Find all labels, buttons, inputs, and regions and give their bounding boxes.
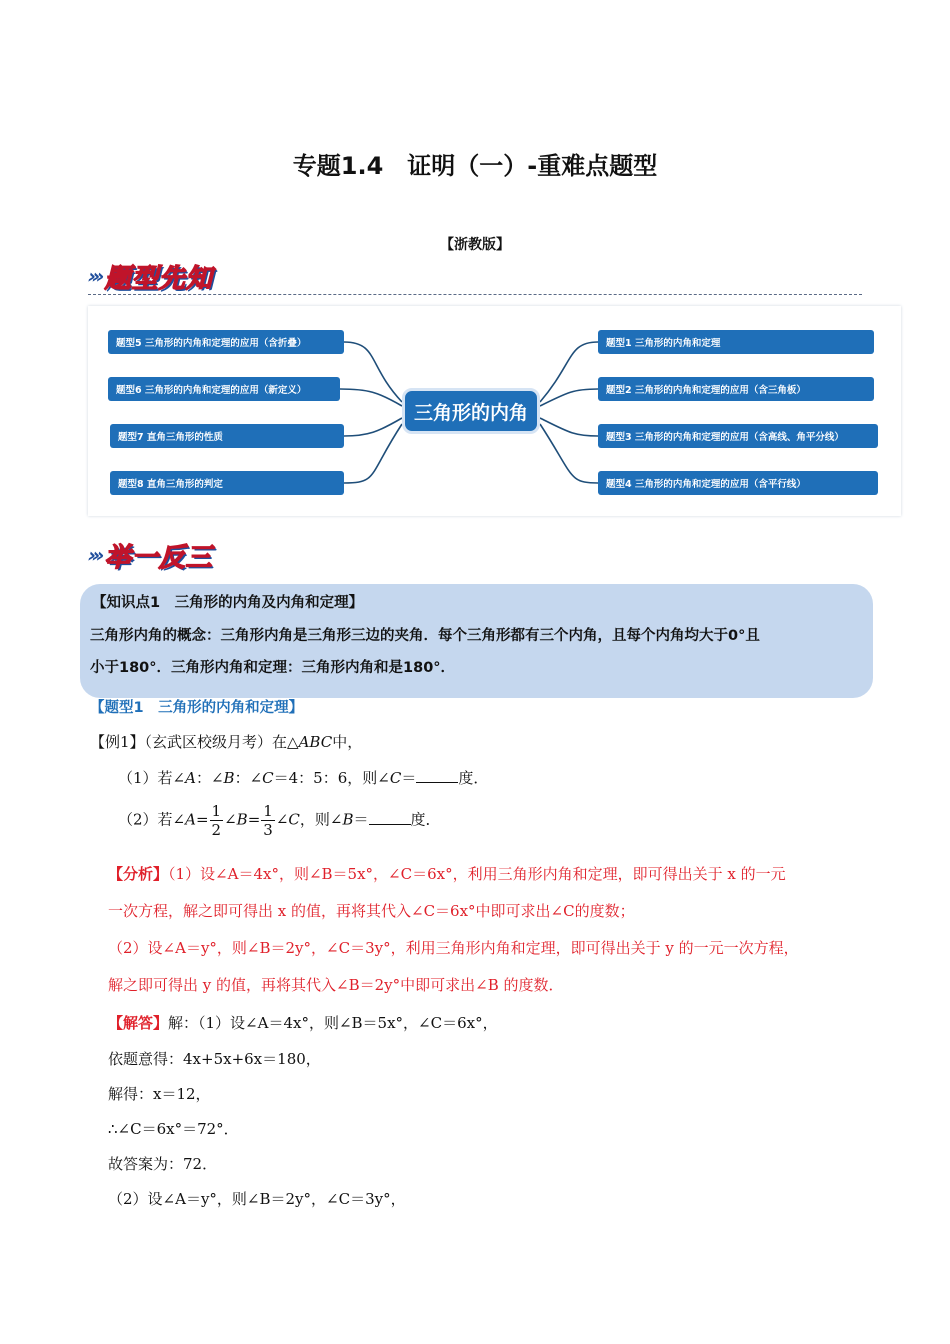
edition-label: 【浙教版】 bbox=[440, 237, 510, 253]
text: ∠ bbox=[275, 810, 289, 829]
divider bbox=[88, 294, 862, 295]
var: C bbox=[262, 769, 274, 787]
text: ＝ bbox=[353, 810, 369, 829]
mindmap-node-1: 题型1 三角形的内角和定理 bbox=[598, 330, 874, 354]
analysis-line: （2）设∠A＝y°，则∠B＝2y°，∠C＝3y°，利用三角形内角和定理，即可得出关于 y 的一元一次方程， bbox=[108, 939, 799, 957]
answer-blank bbox=[369, 823, 411, 825]
text: 度． bbox=[458, 769, 489, 787]
analysis-text: （1）设∠A＝4x°，则∠B＝5x°，∠C＝6x°，利用三角形内角和定理，即可得出关于 x 的一元 bbox=[168, 865, 786, 883]
example-label: 【例1】 bbox=[90, 733, 145, 751]
banner-topic-preview bbox=[84, 256, 213, 296]
text: （2）若∠ bbox=[118, 810, 186, 829]
fraction bbox=[210, 802, 224, 839]
var: A bbox=[185, 769, 196, 787]
banner-examples bbox=[84, 535, 213, 575]
text: = bbox=[247, 810, 261, 829]
arrows-icon: ››› bbox=[84, 264, 104, 288]
var: B bbox=[342, 810, 354, 829]
banner-title: 举一反三 bbox=[104, 542, 213, 573]
text: ：∠ bbox=[195, 769, 224, 787]
var: B bbox=[236, 810, 248, 829]
example-intro bbox=[90, 731, 362, 752]
mindmap-node-7: 题型7 直角三角形的性质 bbox=[110, 424, 344, 448]
knowledge-line: 小于180°．三角形内角和定理：三角形内角和是180°． bbox=[90, 660, 456, 676]
branch-line bbox=[344, 418, 402, 436]
fraction bbox=[261, 802, 275, 839]
analysis-line: 解之即可得出 y 的值，再将其代入∠B＝2y°中即可求出∠B 的度数． bbox=[108, 976, 564, 994]
mindmap-node-5: 题型5 三角形的内角和定理的应用（含折叠） bbox=[108, 330, 344, 354]
numerator: 1 bbox=[263, 802, 273, 820]
answer-tag: 【解答】 bbox=[108, 1014, 169, 1032]
text: ：∠ bbox=[234, 769, 263, 787]
question-2 bbox=[118, 802, 441, 839]
branch-line bbox=[540, 418, 598, 436]
knowledge-heading: 【知识点1 三角形的内角及内角和定理】 bbox=[92, 595, 364, 611]
text: ＝4：5：6，则∠ bbox=[273, 769, 390, 787]
mindmap bbox=[88, 306, 901, 516]
triangle-name: ABC bbox=[298, 733, 333, 751]
denominator: 2 bbox=[211, 821, 222, 839]
text: ∠ bbox=[224, 810, 237, 829]
text: = bbox=[195, 810, 209, 829]
arrows-icon: ››› bbox=[84, 543, 104, 567]
answer-line: 故答案为：72． bbox=[108, 1155, 218, 1173]
mindmap-node-2: 题型2 三角形的内角和定理的应用（含三角板） bbox=[598, 377, 874, 401]
var: B bbox=[223, 769, 235, 787]
answer-blank bbox=[416, 781, 458, 783]
analysis-line bbox=[108, 863, 786, 884]
analysis-line: 一次方程，解之即可得出 x 的值，再将其代入∠C＝6x°中即可求出∠C的度数； bbox=[108, 902, 635, 920]
mindmap-node-4: 题型4 三角形的内角和定理的应用（含平行线） bbox=[598, 471, 878, 495]
answer-line: 依题意得：4x+5x+6x＝180， bbox=[108, 1050, 321, 1068]
answer-text: 解：（1）设∠A＝4x°，则∠B＝5x°，∠C＝6x°， bbox=[168, 1014, 498, 1032]
question-1 bbox=[118, 767, 488, 788]
denominator: 3 bbox=[263, 821, 273, 839]
text: ＝ bbox=[401, 769, 417, 787]
mindmap-node-6: 题型6 三角形的内角和定理的应用（新定义） bbox=[108, 377, 340, 401]
mindmap-node-8: 题型8 直角三角形的判定 bbox=[110, 471, 344, 495]
answer-line: （2）设∠A＝y°，则∠B＝2y°，∠C＝3y°， bbox=[108, 1190, 406, 1208]
text: ，则∠ bbox=[299, 810, 343, 829]
numerator: 1 bbox=[211, 802, 222, 820]
example-tail: 中， bbox=[332, 733, 363, 751]
example-source: （玄武区校级月考）在△ bbox=[144, 733, 299, 751]
var: C bbox=[288, 810, 300, 829]
topic-heading: 【题型1 三角形的内角和定理】 bbox=[90, 700, 304, 716]
knowledge-line: 三角形内角的概念：三角形内角是三角形三边的夹角．每个三角形都有三个内角，且每个内角均大于0°且 bbox=[90, 628, 760, 644]
knowledge-box bbox=[80, 584, 873, 698]
page-title: 专题1.4 证明（一）-重难点题型 bbox=[292, 152, 658, 180]
mindmap-center: 三角形的内角 bbox=[402, 388, 540, 434]
answer-line: 解得：x＝12， bbox=[108, 1085, 211, 1103]
analysis-tag: 【分析】 bbox=[108, 865, 169, 883]
answer-line bbox=[108, 1012, 498, 1033]
branch-line bbox=[540, 424, 598, 483]
answer-line: ∴∠C＝6x°＝72°． bbox=[108, 1120, 239, 1138]
text: 度． bbox=[410, 810, 441, 829]
banner-title: 题型先知 bbox=[104, 263, 213, 294]
knowledge-body bbox=[90, 620, 870, 684]
var: A bbox=[185, 810, 196, 829]
var: C bbox=[389, 769, 402, 787]
mindmap-node-3: 题型3 三角形的内角和定理的应用（含高线、角平分线） bbox=[598, 424, 878, 448]
text: （1）若∠ bbox=[118, 769, 186, 787]
